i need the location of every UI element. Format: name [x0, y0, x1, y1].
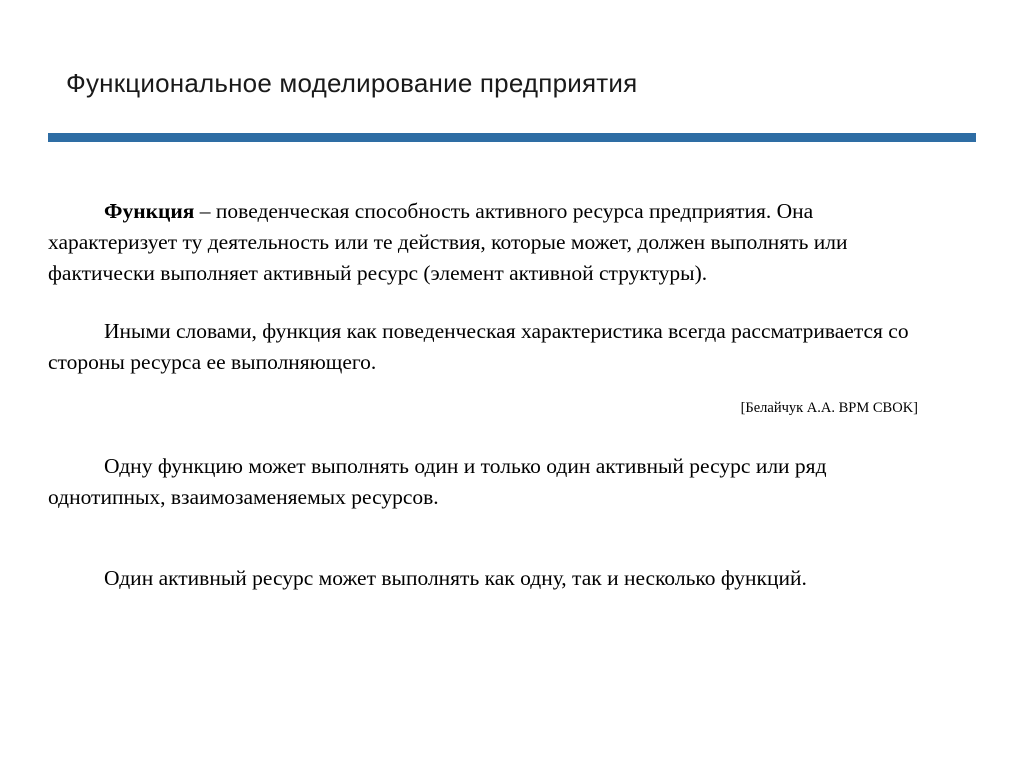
- paragraph-one-resource-text: Один активный ресурс может выполнять как одну, так и несколько функций.: [104, 566, 807, 591]
- slide-body: [48, 196, 938, 620]
- paragraph-definition: [48, 196, 938, 290]
- citation: [Белайчук А.А. BPM CBOK]: [740, 399, 918, 416]
- paragraph-in-other-words-text: Иными словами, функция как поведенческая характеристика всегда рассматривается со стороны ресурса ее выполняющего.: [48, 318, 909, 374]
- spacer-2: [48, 539, 938, 563]
- paragraph-one-function: [48, 451, 938, 513]
- paragraph-lead-term: Функция: [104, 199, 195, 223]
- paragraph-one-function-text: Одну функцию может выполнять один и только один активный ресурс или ряд однотипных, взаимозаменяемых ресурсов.: [48, 453, 827, 510]
- title-divider: [48, 133, 976, 142]
- spacer: [48, 417, 938, 451]
- paragraph-definition-text: – поведенческая способность активного ресурса предприятия. Она характеризует ту деятельность или те действия, которые может, должен выполнять или фактически выполняет активный ресурс (элемент активной структуры).: [48, 199, 848, 286]
- paragraph-one-resource: [48, 563, 938, 594]
- paragraph-in-other-words: [48, 316, 938, 378]
- page-title: Функциональное моделирование предприятия: [66, 68, 638, 98]
